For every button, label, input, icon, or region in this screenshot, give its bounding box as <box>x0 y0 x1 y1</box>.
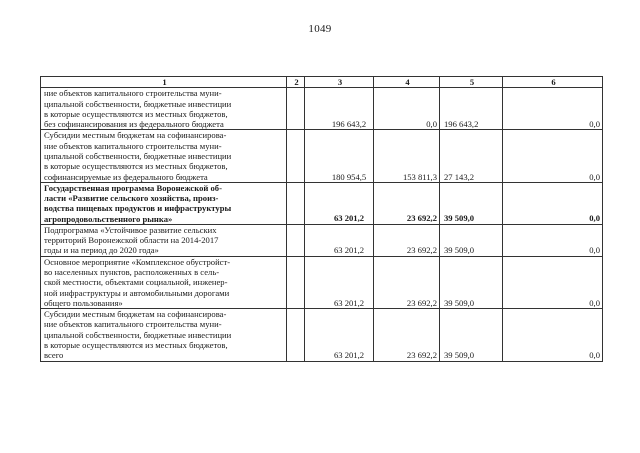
row-col-6: 0,0 <box>503 88 603 130</box>
row-col-6: 0,0 <box>503 130 603 182</box>
row-col-5: 39 509,0 <box>440 256 503 308</box>
table-row <box>41 256 603 308</box>
row-col-4: 23 692,2 <box>374 256 440 308</box>
row-col-6: 0,0 <box>503 309 603 361</box>
row-name: Субсидии местным бюджетам на софинансирова- ние объектов капитального строительства муни- ципальной собственности, бюджетные инвестиции в которые осуществляются из местных бюджетов, софинансируемые из федерального бюджета <box>41 130 287 182</box>
row-col-4: 0,0 <box>374 88 440 130</box>
row-col-2 <box>287 256 305 308</box>
row-col-4: 23 692,2 <box>374 182 440 224</box>
row-col-3: 63 201,2 <box>305 224 374 256</box>
row-col-6: 0,0 <box>503 182 603 224</box>
page-number: 1049 <box>308 23 332 35</box>
row-col-4: 23 692,2 <box>374 309 440 361</box>
header-col-6: 6 <box>503 77 603 88</box>
table-row <box>41 130 603 182</box>
row-col-2 <box>287 88 305 130</box>
row-name: Основное мероприятие «Комплексное обустройст- во населенных пунктов, расположенных в сель- ской местности, объектами социальной, инженер- ной инфраструктуры и автомобильными дорогами общего пользования» <box>41 256 287 308</box>
header-col-5: 5 <box>440 77 503 88</box>
table-header-row <box>41 77 603 88</box>
row-name: ние объектов капитального строительства муни- ципальной собственности, бюджетные инвестиции в которые осуществляются из местных бюджетов, без софинансирования из федерального бюджета <box>41 88 287 130</box>
budget-table <box>40 76 603 362</box>
row-col-5: 39 509,0 <box>440 182 503 224</box>
row-col-3: 63 201,2 <box>305 256 374 308</box>
row-col-5: 39 509,0 <box>440 309 503 361</box>
table-row <box>41 88 603 130</box>
row-col-3: 63 201,2 <box>305 182 374 224</box>
table-row <box>41 309 603 361</box>
row-col-5: 196 643,2 <box>440 88 503 130</box>
row-col-3: 63 201,2 <box>305 309 374 361</box>
header-col-4: 4 <box>374 77 440 88</box>
row-col-3: 180 954,5 <box>305 130 374 182</box>
table-row <box>41 182 603 224</box>
row-col-2 <box>287 130 305 182</box>
header-col-1: 1 <box>41 77 287 88</box>
table-row <box>41 224 603 256</box>
row-col-5: 39 509,0 <box>440 224 503 256</box>
row-col-3: 196 643,2 <box>305 88 374 130</box>
row-name: Субсидии местным бюджетам на софинансирова- ние объектов капитального строительства муни- ципальной собственности, бюджетные инвестиции в которые осуществляются из местных бюджетов, всего <box>41 309 287 361</box>
header-col-2: 2 <box>287 77 305 88</box>
row-name: Государственная программа Воронежской об- ласти «Развитие сельского хозяйства, произ- водства пищевых продуктов и инфраструктуры агропродовольственного рынка» <box>41 182 287 224</box>
row-col-2 <box>287 182 305 224</box>
row-col-5: 27 143,2 <box>440 130 503 182</box>
row-name: Подпрограмма «Устойчивое развитие сельских территорий Воронежской области на 2014-2017 годы и на период до 2020 года» <box>41 224 287 256</box>
row-col-2 <box>287 224 305 256</box>
row-col-6: 0,0 <box>503 256 603 308</box>
row-col-4: 23 692,2 <box>374 224 440 256</box>
row-col-4: 153 811,3 <box>374 130 440 182</box>
row-col-2 <box>287 309 305 361</box>
header-col-3: 3 <box>305 77 374 88</box>
row-col-6: 0,0 <box>503 224 603 256</box>
